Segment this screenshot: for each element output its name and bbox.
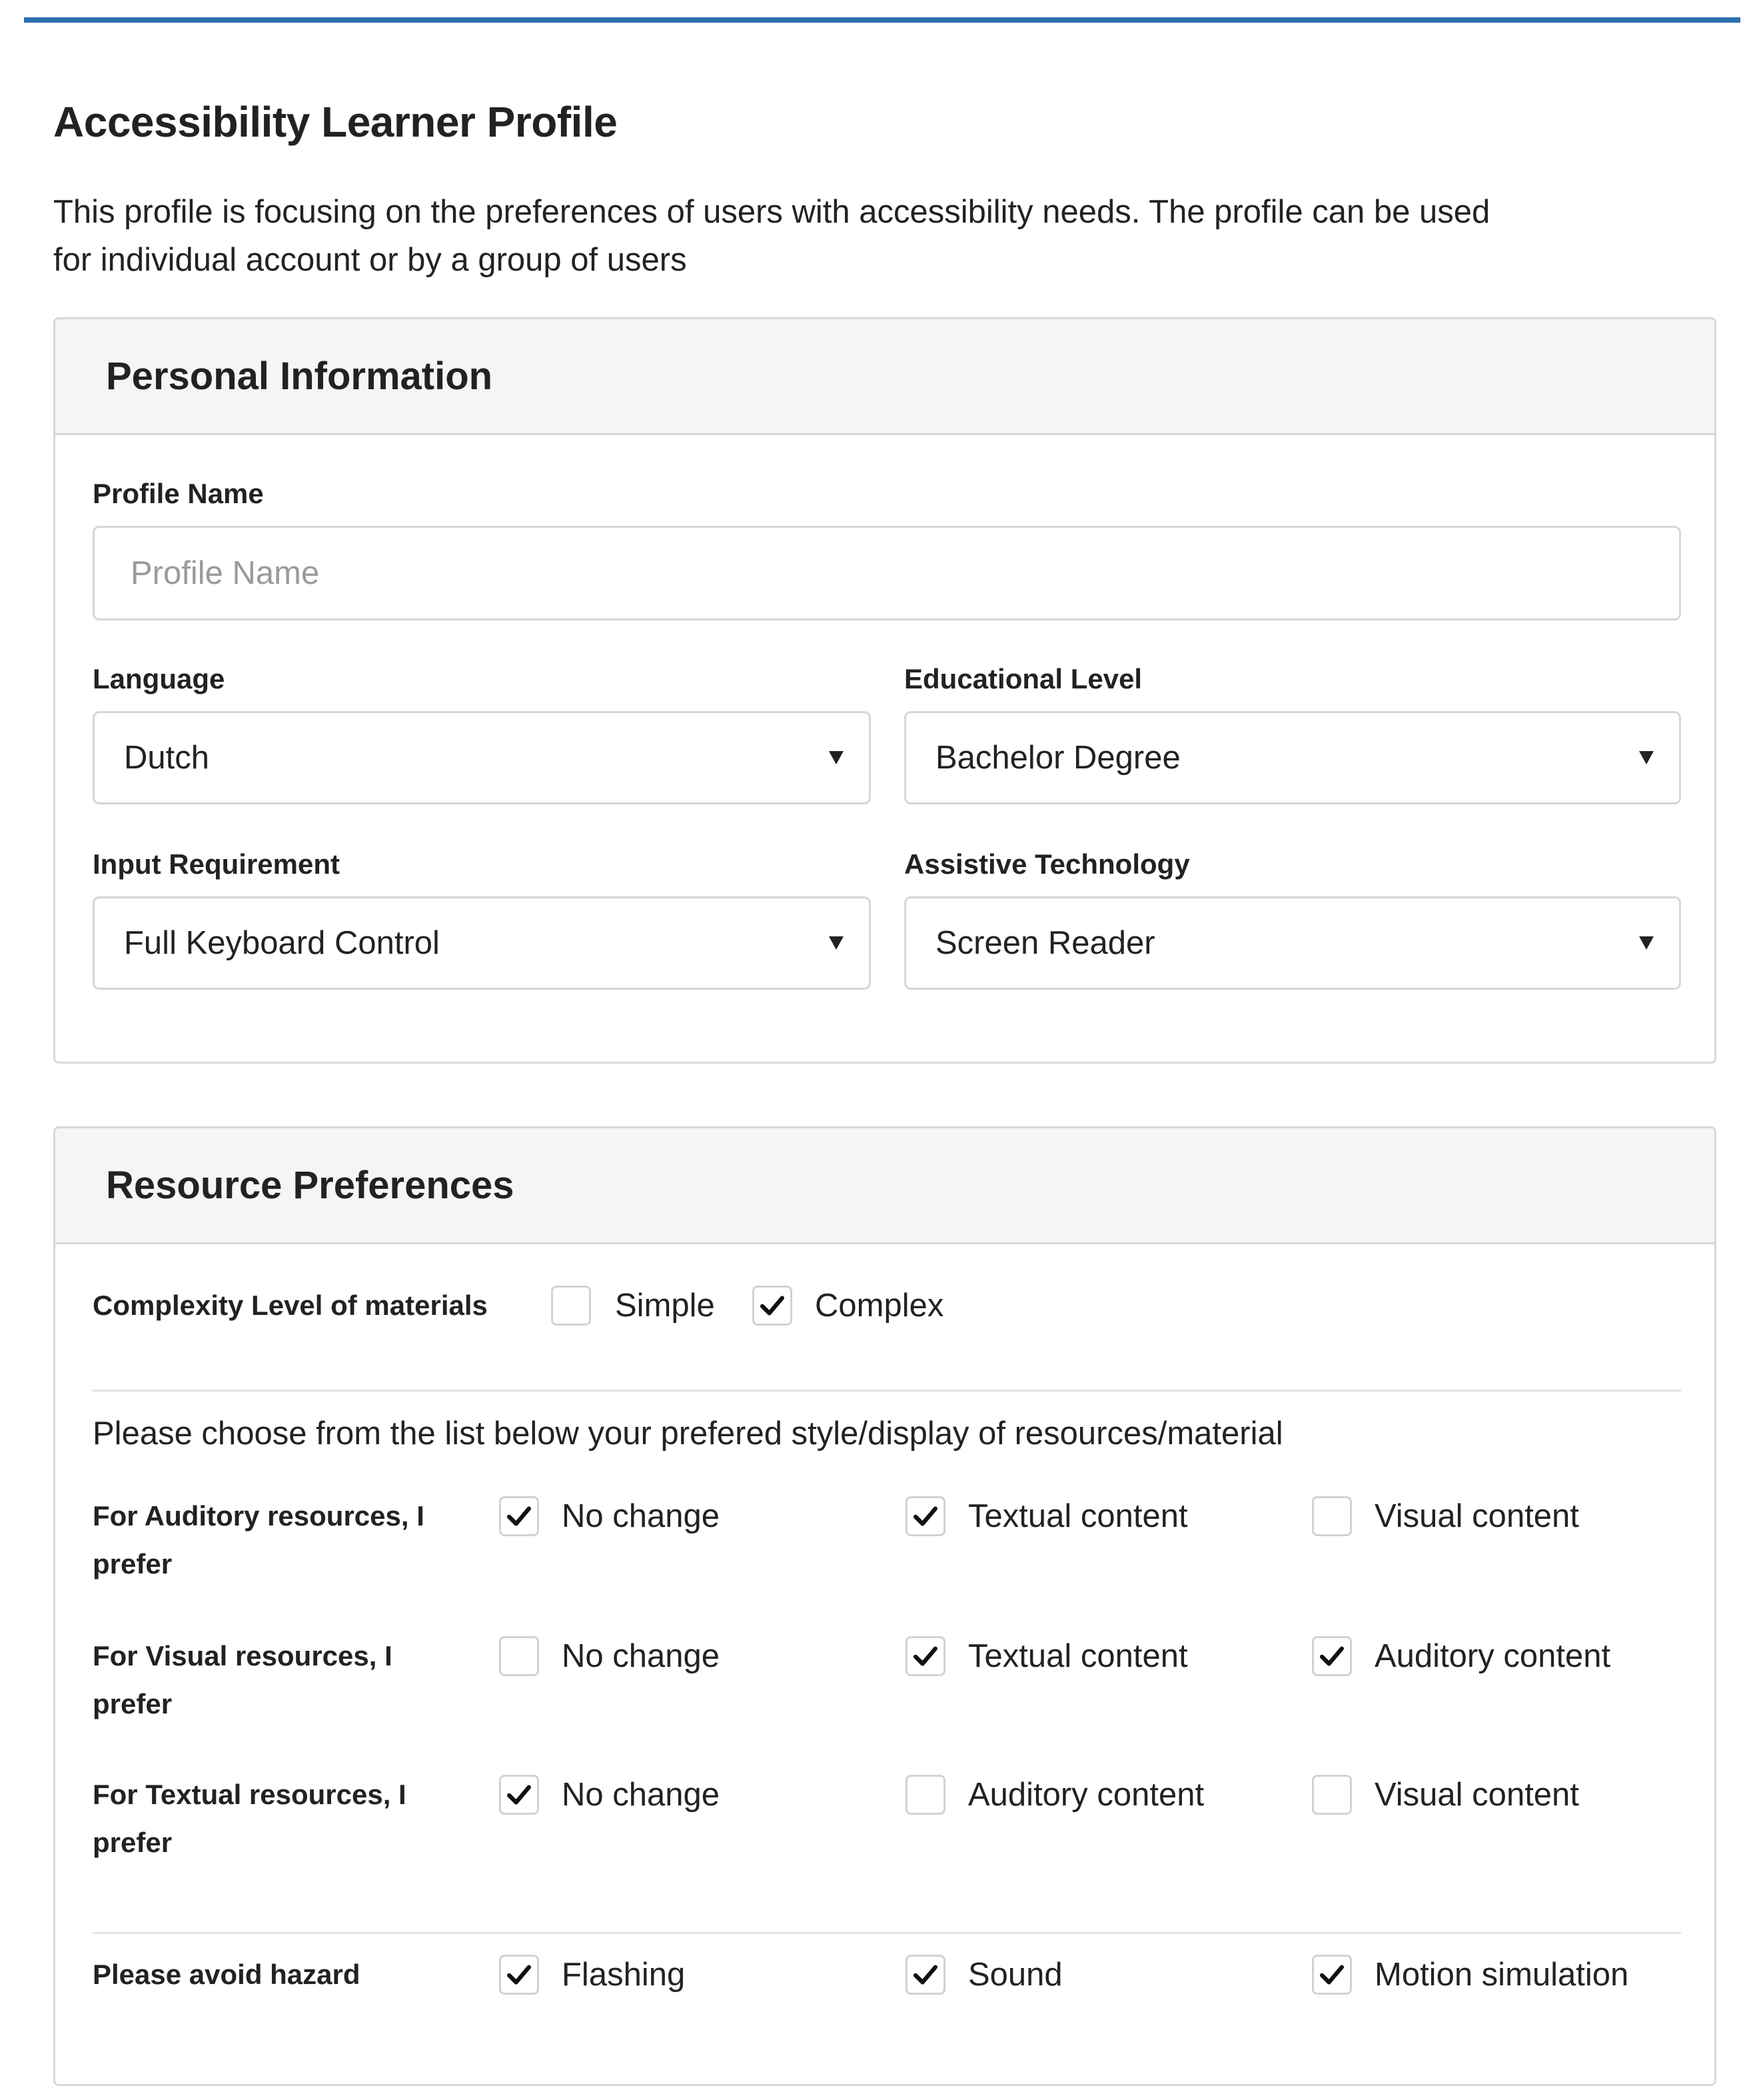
checkmark-icon: [911, 1642, 939, 1670]
personal-information-header: [55, 319, 1714, 435]
educational-level-select[interactable]: [904, 711, 1681, 804]
hazard-flashing-checkbox[interactable]: [499, 1955, 539, 1995]
complexity-complex-checkbox[interactable]: [752, 1286, 792, 1326]
hazard-flashing-label: Flashing: [562, 1957, 686, 1993]
textual-auditory-content-label: Auditory content: [968, 1777, 1205, 1813]
input-requirement-select-value: Full Keyboard Control: [124, 925, 440, 961]
personal-information-title: Personal Information: [106, 355, 493, 398]
section-divider: [93, 1932, 1681, 1934]
language-select[interactable]: [93, 711, 871, 804]
textual-no-change-label: No change: [562, 1777, 720, 1813]
visual-auditory-content-checkbox[interactable]: [1312, 1636, 1352, 1676]
caret-down-icon: [1639, 936, 1654, 950]
checkmark-icon: [911, 1502, 939, 1530]
educational-level-select-value: Bachelor Degree: [935, 740, 1181, 776]
page-title: Accessibility Learner Profile: [53, 98, 618, 146]
visual-resources-label-line2: prefer: [93, 1688, 173, 1719]
profile-name-label: Profile Name: [93, 478, 264, 509]
textual-visual-content-checkbox[interactable]: [1312, 1775, 1352, 1815]
caret-down-icon: [829, 751, 844, 764]
auditory-textual-content-checkbox[interactable]: [905, 1496, 945, 1536]
checkmark-icon: [911, 1961, 939, 1989]
personal-information-card: [53, 317, 1716, 1064]
auditory-resources-label-line2: prefer: [93, 1548, 173, 1579]
textual-auditory-content-checkbox[interactable]: [905, 1775, 945, 1815]
intro-line-2: for individual account or by a group of users: [53, 242, 687, 278]
top-accent-rule: [24, 17, 1740, 23]
textual-no-change-checkbox[interactable]: [499, 1775, 539, 1815]
visual-textual-content-label: Textual content: [968, 1638, 1188, 1674]
visual-resources-label: [93, 1632, 506, 1728]
complexity-simple-label: Simple: [615, 1288, 715, 1324]
auditory-textual-content-label: Textual content: [968, 1498, 1188, 1534]
educational-level-label: Educational Level: [904, 663, 1143, 694]
auditory-visual-content-label: Visual content: [1375, 1498, 1579, 1534]
language-label: Language: [93, 663, 225, 694]
visual-auditory-content-label: Auditory content: [1375, 1638, 1611, 1674]
checkmark-icon: [505, 1502, 533, 1530]
auditory-no-change-checkbox[interactable]: [499, 1496, 539, 1536]
hazard-label: Please avoid hazard: [93, 1959, 360, 1990]
intro-line-1: This profile is focusing on the preferences of users with accessibility needs. The profile can be used: [53, 194, 1490, 230]
page-intro: [53, 188, 1572, 284]
textual-resources-label-line2: prefer: [93, 1827, 173, 1858]
auditory-resources-label: [93, 1492, 506, 1588]
auditory-no-change-label: No change: [562, 1498, 720, 1534]
assistive-technology-select[interactable]: [904, 896, 1681, 990]
textual-resources-label: [93, 1771, 506, 1867]
input-requirement-label: Input Requirement: [93, 848, 340, 880]
complexity-complex-label: Complex: [815, 1288, 944, 1324]
checkmark-icon: [758, 1292, 786, 1320]
assistive-technology-select-value: Screen Reader: [935, 925, 1155, 961]
resource-preferences-header: [55, 1128, 1714, 1244]
preference-instruction: Please choose from the list below your prefered style/display of resources/material: [93, 1416, 1283, 1452]
resource-preferences-card: [53, 1126, 1716, 2086]
textual-visual-content-label: Visual content: [1375, 1777, 1579, 1813]
assistive-technology-label: Assistive Technology: [904, 848, 1190, 880]
caret-down-icon: [829, 936, 844, 950]
hazard-motion-simulation-checkbox[interactable]: [1312, 1955, 1352, 1995]
resource-preferences-title: Resource Preferences: [106, 1164, 514, 1207]
auditory-resources-label-line1: For Auditory resources, I: [93, 1500, 424, 1532]
hazard-sound-checkbox[interactable]: [905, 1955, 945, 1995]
checkmark-icon: [505, 1961, 533, 1989]
hazard-motion-simulation-label: Motion simulation: [1375, 1957, 1629, 1993]
visual-textual-content-checkbox[interactable]: [905, 1636, 945, 1676]
checkmark-icon: [505, 1781, 533, 1809]
caret-down-icon: [1639, 751, 1654, 764]
input-requirement-select[interactable]: [93, 896, 871, 990]
profile-name-input[interactable]: [93, 526, 1681, 620]
auditory-visual-content-checkbox[interactable]: [1312, 1496, 1352, 1536]
checkmark-icon: [1318, 1642, 1346, 1670]
visual-no-change-checkbox[interactable]: [499, 1636, 539, 1676]
visual-no-change-label: No change: [562, 1638, 720, 1674]
section-divider: [93, 1390, 1681, 1392]
language-select-value: Dutch: [124, 740, 210, 776]
hazard-sound-label: Sound: [968, 1957, 1063, 1993]
visual-resources-label-line1: For Visual resources, I: [93, 1640, 392, 1671]
checkmark-icon: [1318, 1961, 1346, 1989]
textual-resources-label-line1: For Textual resources, I: [93, 1779, 406, 1810]
complexity-label: Complexity Level of materials: [93, 1290, 488, 1321]
complexity-simple-checkbox[interactable]: [551, 1286, 591, 1326]
